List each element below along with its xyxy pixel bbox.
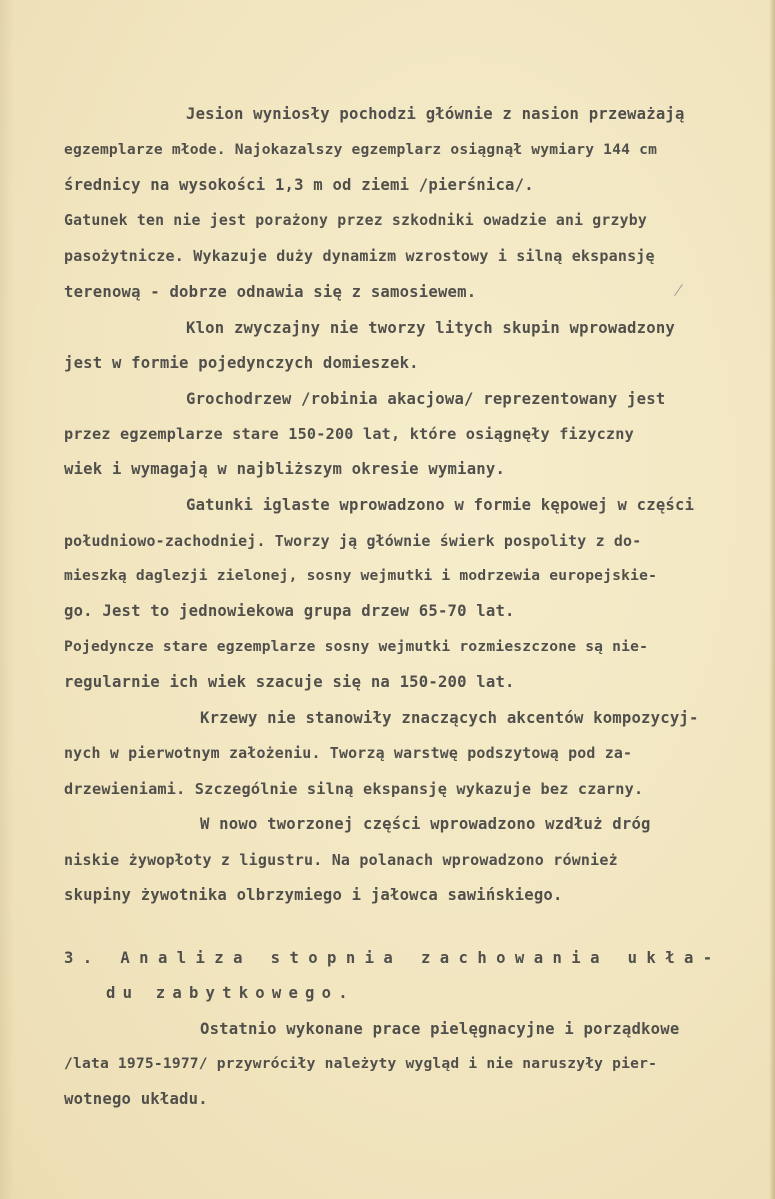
- text-line: mieszką daglezji zielonej, sosny wejmutki i modrzewia europejskie-: [64, 567, 658, 584]
- text-line: jest w formie pojedynczych domieszek.: [64, 354, 419, 372]
- text-line: Gatunki iglaste wprowadzono w formie kępowej w części: [186, 496, 695, 514]
- text-line: Ostatnio wykonane prace pielęgnacyjne i porządkowe: [200, 1020, 680, 1038]
- text-line: Krzewy nie stanowiły znaczących akcentów kompozycyj-: [200, 709, 699, 727]
- text-line: skupiny żywotnika olbrzymiego i jałowca sawińskiego.: [64, 886, 563, 904]
- pencil-mark: [674, 284, 683, 296]
- text-line: południowo-zachodniej. Tworzy ją głównie świerk pospolity z do-: [64, 532, 642, 550]
- text-line: wiek i wymagają w najbliższym okresie wymiany.: [64, 460, 506, 478]
- text-line: go. Jest to jednowiekowa grupa drzew 65-70 lat.: [64, 602, 515, 620]
- text-line: Gatunek ten nie jest porażony przez szkodniki owadzie ani grzyby: [64, 212, 647, 229]
- text-line: drzewieniami. Szczególnie silną ekspansję wykazuje bez czarny.: [64, 780, 644, 798]
- text-line: niskie żywopłoty z ligustru. Na polanach wprowadzono również: [64, 851, 618, 869]
- text-line: pasożytnicze. Wykazuje duży dynamizm wzrostowy i silną ekspansję: [64, 247, 655, 265]
- section-heading: 3. Analiza stopnia zachowania ukła-: [64, 949, 722, 967]
- text-line: przez egzemplarze stare 150-200 lat, które osiągnęły fizyczny: [64, 425, 634, 443]
- text-line: wotnego układu.: [64, 1090, 208, 1108]
- text-line: Grochodrzew /robinia akacjowa/ reprezentowany jest: [186, 390, 666, 408]
- text-line: W nowo tworzonej części wprowadzono wzdłuż dróg: [200, 815, 651, 833]
- page-edge-shadow: [769, 0, 775, 1199]
- text-line: terenową - dobrze odnawia się z samosiewem.: [64, 283, 477, 301]
- text-line: średnicy na wysokości 1,3 m od ziemi /pierśnica/.: [64, 176, 534, 194]
- text-line: Jesion wyniosły pochodzi głównie z nasion przeważają: [186, 105, 685, 123]
- text-line: /lata 1975-1977/ przywróciły należyty wygląd i nie naruszyły pier-: [64, 1055, 658, 1072]
- text-line: regularnie ich wiek szacuje się na 150-200 lat.: [64, 673, 515, 691]
- text-line: egzemplarze młode. Najokazalszy egzemplarz osiągnął wymiary 144 cm: [64, 141, 658, 158]
- text-line: nych w pierwotnym założeniu. Tworzą warstwę podszytową pod za-: [64, 744, 633, 762]
- section-heading-continuation: du zabytkowego.: [106, 984, 355, 1002]
- text-line: Klon zwyczajny nie tworzy litych skupin wprowadzony: [186, 319, 675, 337]
- text-line: Pojedyncze stare egzemplarze sosny wejmutki rozmieszczone są nie-: [64, 638, 649, 655]
